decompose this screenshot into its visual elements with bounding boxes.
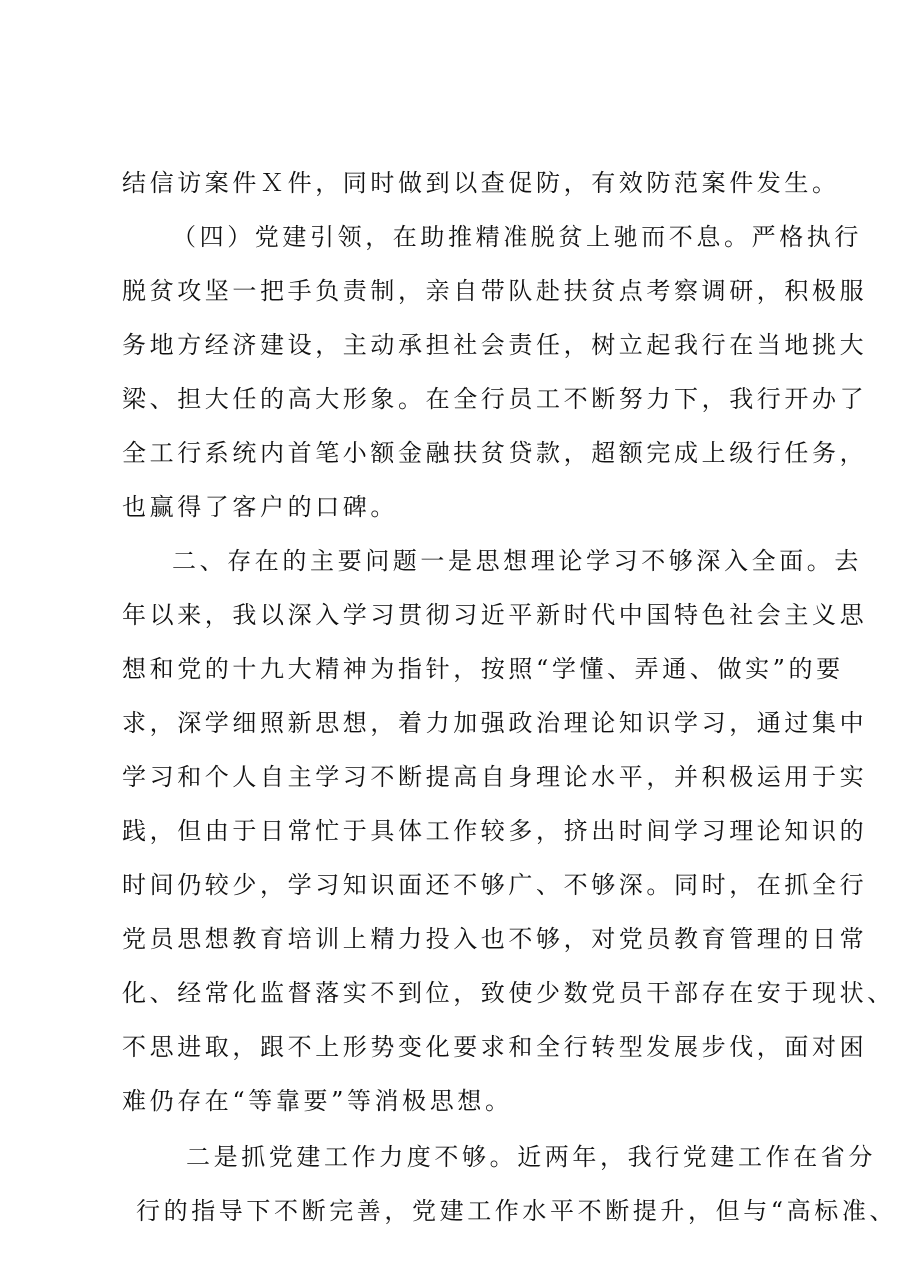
text-line: 不思进取，跟不上形势变化要求和全行转型发展步伐，面对困 (122, 1033, 868, 1061)
text-line: （四）党建引领，在助推精准脱贫上驰而不息。严格执行 (172, 223, 862, 251)
text-line: 践，但由于日常忙于具体工作较多，挤出时间学习理论知识的 (122, 817, 868, 845)
text-line: 求，深学细照新思想，着力加强政治理论知识学习，通过集中 (122, 709, 868, 737)
text-line: 行的指导下不断完善，党建工作水平不断提升，但与“高标准、 (136, 1197, 898, 1225)
text-line: 学习和个人自主学习不断提高自身理论水平，并积极运用于实 (122, 763, 868, 791)
text-line: 也赢得了客户的口碑。 (122, 493, 398, 521)
text-line: 脱贫攻坚一把手负责制，亲自带队赴扶贫点考察调研，积极服 (122, 277, 868, 305)
text-line: 二是抓党建工作力度不够。近两年，我行党建工作在省分 (186, 1143, 876, 1171)
text-line: 梁、担大任的高大形象。在全行员工不断努力下，我行开办了 (122, 385, 868, 413)
text-line: 党员思想教育培训上精力投入也不够，对党员教育管理的日常 (122, 925, 868, 953)
text-line: 难仍存在“等靠要”等消极思想。 (122, 1087, 513, 1115)
text-line: 结信访案件Ｘ件，同时做到以查促防，有效防范案件发生。 (122, 169, 840, 197)
text-line: 二、存在的主要问题一是思想理论学习不够深入全面。去 (172, 547, 862, 575)
text-line: 时间仍较少，学习知识面还不够广、不够深。同时，在抓全行 (122, 871, 868, 899)
text-line: 化、经常化监督落实不到位，致使少数党员干部存在安于现状、 (122, 979, 895, 1007)
text-line: 务地方经济建设，主动承担社会责任，树立起我行在当地挑大 (122, 331, 868, 359)
text-line: 想和党的十九大精神为指针，按照“学懂、弄通、做实”的要 (122, 655, 844, 683)
text-line: 年以来，我以深入学习贯彻习近平新时代中国特色社会主义思 (122, 601, 868, 629)
text-line: 全工行系统内首笔小额金融扶贫贷款，超额完成上级行任务， (122, 439, 868, 467)
